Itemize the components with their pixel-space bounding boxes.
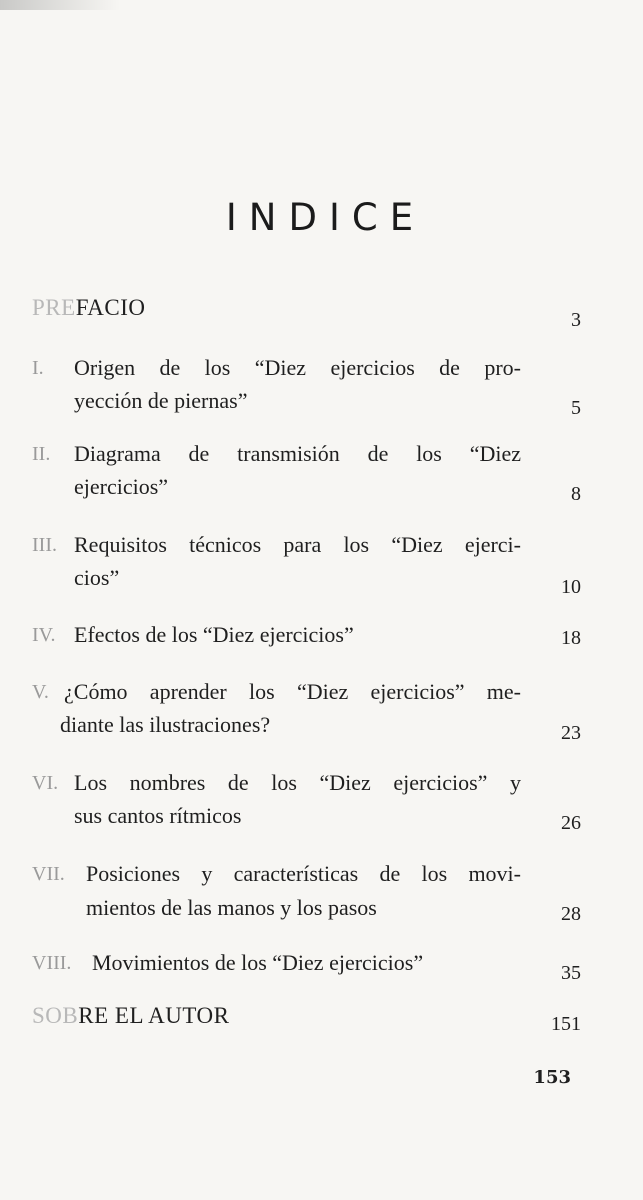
entry-line-2: mientos de las manos y los pasos <box>86 895 377 920</box>
entry-number: II. <box>32 443 51 465</box>
section-label: RE EL AUTOR <box>78 1003 230 1028</box>
section-label-faded: SOB <box>32 1003 79 1028</box>
entry-line-1: Origen de los “Diez ejercicios de pro- <box>74 355 521 380</box>
entry-line-1: Requisitos técnicos para los “Diez ejerci- <box>74 532 521 557</box>
page-number: 18 <box>561 627 581 649</box>
entry-line-2: cios” <box>74 565 120 590</box>
entry-line-1: Movimientos de los “Diez ejercicios” <box>92 950 424 975</box>
entry-line-1: Diagrama de transmisión de los “Diez <box>74 441 521 466</box>
section-label-faded: PRE <box>32 295 76 320</box>
entry-line-1: Posiciones y características de los movi- <box>86 861 521 886</box>
scan-edge-shadow <box>0 0 120 10</box>
page-number: 3 <box>571 309 581 331</box>
entry-number: IV. <box>32 624 56 646</box>
page-number: 10 <box>561 576 581 598</box>
entry-number: III. <box>32 534 57 556</box>
page-number: 26 <box>561 812 581 834</box>
page-title: INDICE <box>225 196 426 239</box>
entry-line-2: yección de piernas” <box>74 388 248 413</box>
page-number: 35 <box>561 962 581 984</box>
entry-number: V. <box>32 681 49 703</box>
page-number: 8 <box>571 483 581 505</box>
footer-page-number: 153 <box>533 1067 571 1088</box>
page-number: 151 <box>551 1013 581 1035</box>
entry-line-2: sus cantos rítmicos <box>74 803 242 828</box>
entry-number: VII. <box>32 863 65 885</box>
entry-line-1: Los nombres de los “Diez ejercicios” y <box>74 770 521 795</box>
entry-number: VIII. <box>32 952 72 974</box>
entry-line-2: diante las ilustraciones? <box>60 712 271 737</box>
entry-line-1: Efectos de los “Diez ejercicios” <box>74 622 354 647</box>
page-number: 5 <box>571 397 581 419</box>
entry-number: I. <box>32 357 44 379</box>
entry-line-1: ¿Cómo aprender los “Diez ejercicios” me- <box>64 679 521 704</box>
section-label: FACIO <box>75 295 146 320</box>
page-number: 28 <box>561 903 581 925</box>
page-number: 23 <box>561 722 581 744</box>
entry-line-2: ejercicios” <box>74 474 169 499</box>
entry-number: VI. <box>32 772 59 794</box>
